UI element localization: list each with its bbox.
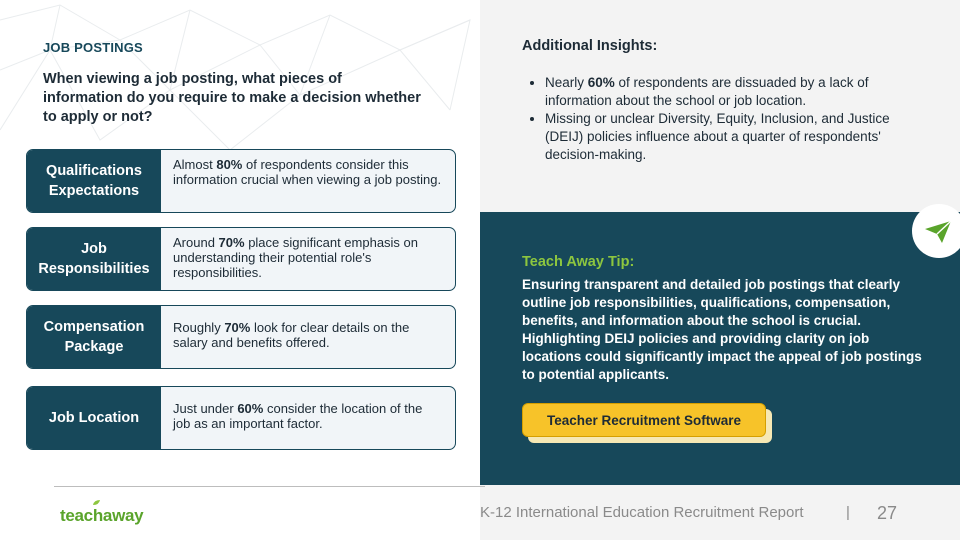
card-label: Job Location	[27, 387, 161, 449]
card-text: Almost 80% of respondents consider this information crucial when viewing a job posting.	[173, 157, 442, 187]
card-text: Around 70% place significant emphasis on understanding their potential role's responsibilities.	[173, 235, 419, 280]
card-text: Roughly 70% look for clear details on the salary and benefits offered.	[173, 320, 410, 350]
list-item: • Missing or unclear Diversity, Equity, Inclusion, and Justice (DEIJ) policies influence about a quarter of respondents' decision-making.	[545, 110, 925, 164]
card-label: Qualifications Expectations	[27, 150, 161, 212]
report-title: K-12 International Education Recruitment Report	[480, 504, 804, 521]
tip-body: Ensuring transparent and detailed job postings that clearly outline job responsibilities, qualifications, compensation, benefits, and information about the school is crucial. Highlighting DEIJ policies and providing clarity on job locations could significantly impact the appeal of job postings to potential applicants.	[522, 277, 922, 382]
card-compensation	[26, 305, 456, 369]
tip-title: Teach Away Tip:	[522, 254, 635, 270]
paper-plane-icon	[924, 220, 952, 244]
footer-separator: |	[846, 504, 850, 521]
card-text: Just under 60% consider the location of the job as an important factor.	[173, 401, 423, 431]
card-label: Compensation Package	[27, 306, 161, 368]
question-heading: When viewing a job posting, what pieces of information do you require to make a decision whether to apply or not?	[43, 71, 421, 125]
list-item: • Nearly 60% of respondents are dissuaded by a lack of information about the school or job location.	[545, 74, 925, 110]
footer-divider	[54, 486, 485, 487]
page-number: 27	[877, 503, 898, 523]
section-title: JOB POSTINGS	[43, 40, 143, 55]
teachaway-logo[interactable]: teachaway	[60, 506, 144, 525]
card-label: Job Responsibilities	[27, 228, 161, 290]
insights-title: Additional Insights:	[522, 38, 658, 54]
card-responsibilities	[26, 227, 456, 291]
logo-leaf-icon	[93, 500, 100, 505]
card-qualifications	[26, 149, 456, 213]
teacher-recruitment-software-button[interactable]: Teacher Recruitment Software	[522, 403, 766, 437]
insights-list	[528, 74, 925, 164]
paper-plane-badge	[912, 204, 960, 258]
card-location	[26, 386, 456, 450]
